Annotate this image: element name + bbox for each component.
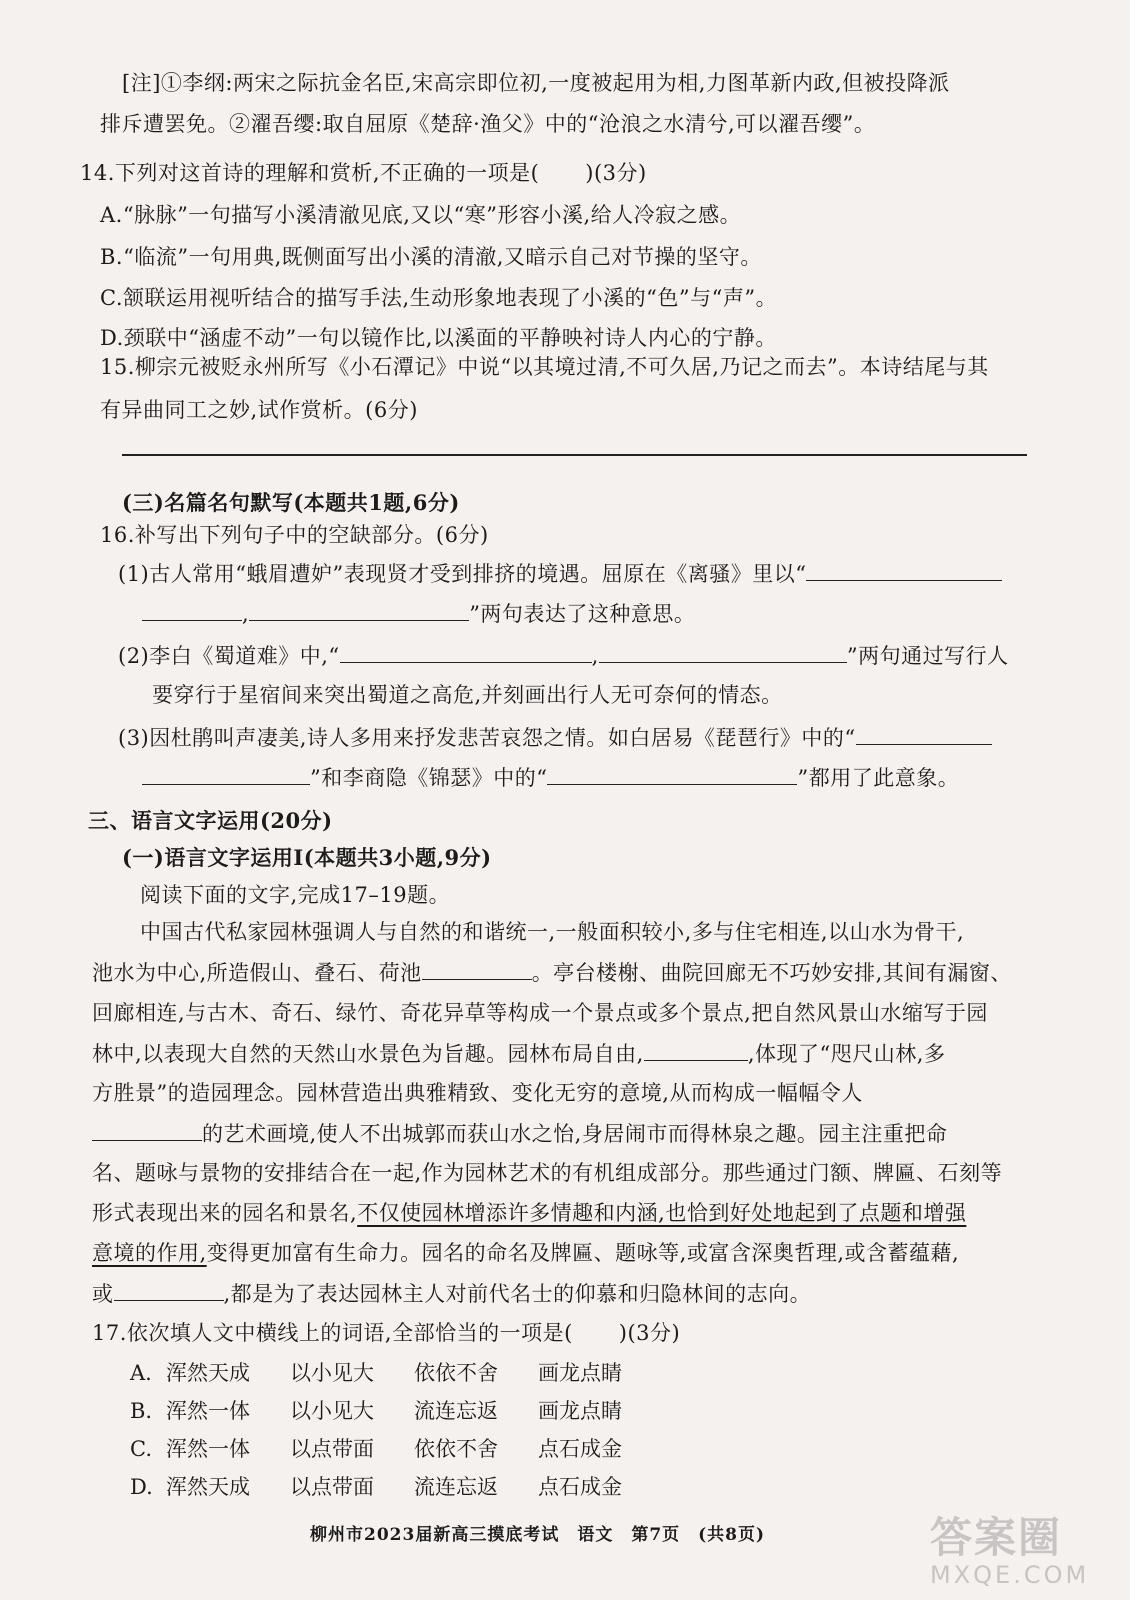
part-3-subheading: (一)语言文字运用Ⅰ(本题共3小题,9分) xyxy=(122,845,492,870)
q15-answer-line[interactable] xyxy=(122,454,1027,456)
passage-intro: 阅读下面的文字,完成17–19题。 xyxy=(140,883,451,907)
q17-option-c xyxy=(130,1434,662,1464)
passage-line-10 xyxy=(92,1278,811,1309)
q17-score: )(3分) xyxy=(618,1321,681,1345)
passage-line-7: 名、题咏与景物的安排结合在一起,作为园林艺术的有机组成部分。那些通过门额、牌匾、石刻等 xyxy=(92,1161,1003,1185)
option-word: 流连忘返 xyxy=(414,1475,498,1499)
q16-part-1-end: ”两句表达了这种意思。 xyxy=(469,602,696,626)
q15-stem-line-1: 15.柳宗元被贬永州所写《小石潭记》中说“以其境过清,不可久居,乃记之而去”。本诗结尾与其 xyxy=(100,355,989,379)
option-label: A. xyxy=(130,1361,152,1385)
q16-comma: , xyxy=(591,644,599,668)
passage-blank-4[interactable] xyxy=(114,1278,224,1301)
note-line-2: 排斥遭罢免。②濯吾缨:取自屈原《楚辞·渔父》中的“沧浪之水清兮,可以濯吾缨”。 xyxy=(100,112,876,136)
q16-blank-3[interactable] xyxy=(340,640,592,663)
q16-blank-5-cont[interactable] xyxy=(142,762,310,785)
option-word: 点石成金 xyxy=(538,1437,622,1461)
q16-part-3-text: (3)因杜鹃叫声凄美,诗人多用来抒发悲苦哀怨之情。如白居易《琵琶行》中的“ xyxy=(118,726,856,750)
passage-text: 。亭台楼榭、曲院回廊无不巧妙安排,其间有漏窗、 xyxy=(531,961,1012,985)
part-3-heading: 三、语言文字运用(20分) xyxy=(88,808,333,833)
option-word: 浑然天成 xyxy=(166,1475,250,1499)
q14-option-d: D.颈联中“涵虚不动”一句以镜作比,以溪面的平静映衬诗人内心的宁静。 xyxy=(100,326,777,350)
passage-text: ,体现了“咫尺山林,多 xyxy=(747,1042,946,1066)
note-line-1: [注]①李纲:两宋之际抗金名臣,宋高宗即位初,一度被起用为相,力图革新内政,但被投降派 xyxy=(122,71,950,95)
option-word: 流连忘返 xyxy=(414,1399,498,1423)
option-word: 点石成金 xyxy=(538,1475,622,1499)
q14-stem xyxy=(80,158,647,188)
q16-part-3-line-2 xyxy=(142,762,959,793)
q16-part-2-line-1 xyxy=(118,640,1009,671)
passage-underlined-sentence: 意境的作用, xyxy=(92,1241,207,1265)
passage-line-1: 中国古代私家园林强调人与自然的和谐统一,一般面积较小,多与住宅相连,以山水为骨干, xyxy=(140,920,965,944)
q16-blank-1[interactable] xyxy=(806,558,1002,581)
q16-part-1-text: (1)古人常用“蛾眉遭妒”表现贤才受到排挤的境遇。屈原在《离骚》里以“ xyxy=(118,562,807,586)
passage-text: 的艺术画境,使人不出城郭而获山水之怡,身居闹市而得林泉之趣。园主注重把命 xyxy=(202,1122,948,1146)
q14-score: )(3分) xyxy=(585,161,647,185)
q16-blank-4[interactable] xyxy=(599,640,847,663)
passage-text: ,都是为了表达园林主人对前代名士的仰慕和归隐林间的志向。 xyxy=(223,1282,812,1306)
passage-underlined-sentence: 不仅使园林增添许多情趣和内涵,也恰到好处地起到了点题和增强 xyxy=(357,1201,967,1225)
watermark-logo xyxy=(930,1505,1120,1595)
q16-comma: , xyxy=(242,602,250,626)
passage-blank-2[interactable] xyxy=(644,1038,748,1061)
q14-option-b: B.“临流”一句用典,既侧面写出小溪的清澈,又暗示自己对节操的坚守。 xyxy=(100,245,762,269)
q17-option-b xyxy=(130,1396,662,1426)
passage-blank-1[interactable] xyxy=(422,957,532,980)
q16-part-2-line-2: 要穿行于星宿间来突出蜀道之高危,并刻画出行人无可奈何的情态。 xyxy=(152,683,783,707)
q14-option-c: C.颔联运用视听结合的描写手法,生动形象地表现了小溪的“色”与“声”。 xyxy=(100,286,778,310)
option-word: 画龙点睛 xyxy=(538,1361,622,1385)
q16-blank-6[interactable] xyxy=(547,762,797,785)
passage-line-9 xyxy=(92,1238,959,1268)
option-word: 浑然一体 xyxy=(166,1399,250,1423)
option-label: C. xyxy=(130,1437,152,1461)
passage-text: 形式表现出来的园名和景名, xyxy=(92,1201,358,1225)
q16-part-1-line-2 xyxy=(142,598,695,629)
option-word: 以点带面 xyxy=(290,1475,374,1499)
watermark-top: 答案圈 xyxy=(930,1513,1063,1562)
option-word: 依依不舍 xyxy=(414,1361,498,1385)
q17-stem xyxy=(92,1318,680,1348)
option-label: D. xyxy=(130,1475,153,1499)
q16-stem: 16.补写出下列句子中的空缺部分。(6分) xyxy=(100,523,489,547)
q16-part-3-end: ”都用了此意象。 xyxy=(797,766,960,790)
section-3-heading: (三)名篇名句默写(本题共1题,6分) xyxy=(122,490,460,515)
q16-part-1-line-1 xyxy=(118,558,1002,589)
passage-line-3: 回廊相连,与古木、奇石、绿竹、奇花异草等构成一个景点或多个景点,把自然风景山水缩写于园 xyxy=(92,1001,988,1025)
q16-part-3-mid: ”和李商隐《锦瑟》中的“ xyxy=(310,766,548,790)
passage-line-4 xyxy=(92,1038,945,1069)
page-footer: 柳州市2023届新高三摸底考试 语文 第7页 (共8页) xyxy=(310,1525,766,1545)
q16-part-2-end: ”两句通过写行人 xyxy=(846,644,1009,668)
passage-blank-3[interactable] xyxy=(92,1118,202,1141)
option-label: B. xyxy=(130,1399,153,1423)
passage-text: 或 xyxy=(92,1282,114,1306)
passage-line-6 xyxy=(92,1118,947,1149)
q16-blank-2[interactable] xyxy=(249,598,469,621)
q17-option-d xyxy=(130,1472,662,1502)
option-word: 画龙点睛 xyxy=(538,1399,622,1423)
passage-text: 林中,以表现大自然的天然山水景色为旨趣。园林布局自由, xyxy=(92,1042,644,1066)
q15-stem-line-2: 有异曲同工之妙,试作赏析。(6分) xyxy=(100,398,418,422)
passage-line-5: 方胜景”的造园理念。园林营造出典雅精致、变化无穷的意境,从而构成一幅幅令人 xyxy=(92,1081,863,1105)
passage-line-8 xyxy=(92,1198,966,1228)
watermark-bottom: MXQE.COM xyxy=(930,1561,1090,1589)
q14-option-a: A.“脉脉”一句描写小溪清澈见底,又以“寒”形容小溪,给人冷寂之感。 xyxy=(100,203,742,227)
q14-stem-text: 14.下列对这首诗的理解和赏析,不正确的一项是( xyxy=(80,161,540,185)
passage-text: 池水为中心,所造假山、叠石、荷池 xyxy=(92,961,422,985)
q16-blank-5[interactable] xyxy=(856,722,992,745)
passage-line-2 xyxy=(92,957,1012,988)
q17-option-a xyxy=(130,1358,662,1388)
option-word: 以小见大 xyxy=(290,1361,374,1385)
q16-blank-1-cont[interactable] xyxy=(142,598,242,621)
option-word: 以小见大 xyxy=(290,1399,374,1423)
option-word: 浑然天成 xyxy=(166,1361,250,1385)
option-word: 浑然一体 xyxy=(166,1437,250,1461)
option-word: 依依不舍 xyxy=(414,1437,498,1461)
passage-text: 变得更加富有生命力。园名的命名及牌匾、题咏等,或富含深奥哲理,或含蓄蕴藉, xyxy=(206,1241,960,1265)
q16-part-2-text: (2)李白《蜀道难》中,“ xyxy=(118,644,340,668)
option-word: 以点带面 xyxy=(290,1437,374,1461)
q16-part-3-line-1 xyxy=(118,722,992,753)
q17-stem-text: 17.依次填人文中横线上的词语,全部恰当的一项是( xyxy=(92,1321,573,1345)
